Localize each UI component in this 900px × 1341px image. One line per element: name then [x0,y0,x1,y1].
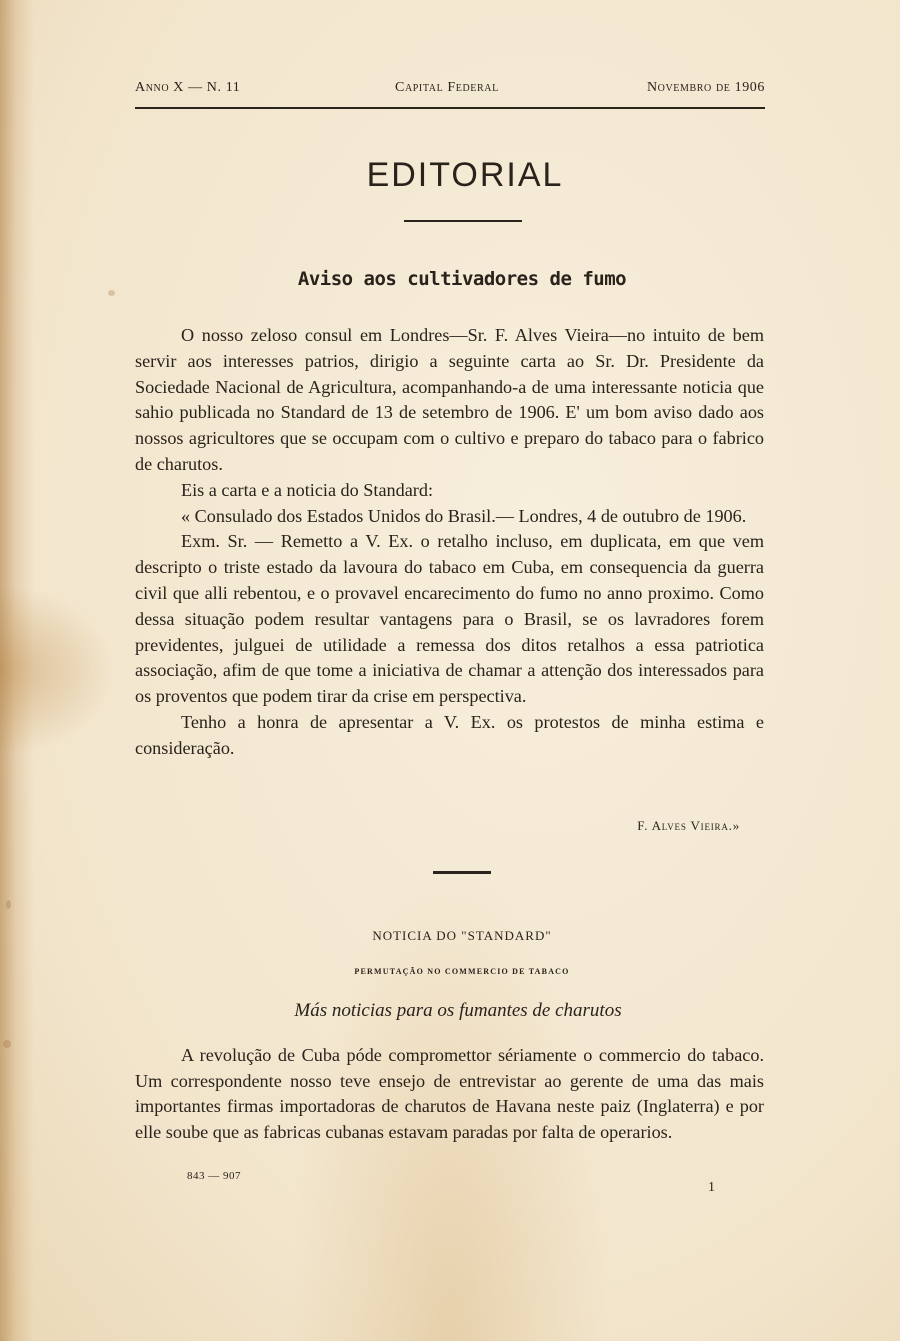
header-issue: Anno X — N. 11 [135,80,241,95]
section-italic-title: Más noticias para os fumantes de charutos [294,1000,622,1021]
page-edge-stain [0,0,34,1341]
folio-mark: 843 — 907 [187,1170,241,1182]
news-body [135,1043,764,1145]
page-title: EDITORIAL [366,156,564,194]
paragraph: Eis a carta e a noticia do Standard: [181,479,433,500]
paragraph: Tenho a honra de apresentar a V. Ex. os protestos de minha estima e consideração. [135,711,764,758]
ink-spot [6,900,11,909]
running-header [135,80,765,102]
article-subtitle: Aviso aos cultivadores de fumo [297,268,627,290]
header-date: Novembro de 1906 [646,80,765,95]
section-subheading: PERMUTAÇÃO NO COMMERCIO DE TABACO [354,967,570,976]
page-number: 1 [708,1180,715,1195]
header-city: Capital Federal [395,80,499,95]
letter-signature: F. Alves Vieira.» [637,818,740,833]
section-rule [433,871,491,874]
section-heading: NOTICIA DO "STANDARD" [372,928,552,943]
paragraph: O nosso zeloso consul em Londres—Sr. F. Alves Vieira—no intuito de bem servir aos interesses patrios, dirigio a seguinte carta ao Sr. Dr. Presidente da Sociedade Nacional de Agricultura, acompanhando-a de uma interessante noticia que sahio publicada no Standard de 13 de setembro de 1906. E' um bom aviso dado aos nossos agricultores que se occupam com o cultivo e preparo do tabaco para o fabrico de charutos. [135,325,764,474]
ink-spot [3,1040,11,1048]
paragraph: « Consulado dos Estados Unidos do Brasil.— Londres, 4 de outubro de 1906. [181,505,747,526]
title-rule [404,220,522,222]
article-body [135,323,764,762]
paragraph: Exm. Sr. — Remetto a V. Ex. o retalho incluso, em duplicata, em que vem descripto o triste estado da lavoura do tabaco em Cuba, em consequencia da guerra civil que alli rebentou, e o provavel encarecimento do fumo no anno proximo. Como dessa situação podem resultar vantagens para o Brasil, se os lavradores forem previdentes, julguei de utilidade a remessa dos ditos retalhos a essa patriotica associação, afim de que tome a iniciativa de chamar a attenção dos interessados para os proventos que podem tirar da crise em perspectiva. [135,531,764,707]
paragraph: A revolução de Cuba póde compromettor sériamente o commercio do tabaco. Um correspondente nosso teve ensejo de entrevistar ao gerente de uma das mais importantes firmas importadoras de charutos de Havana neste paiz (Inglaterra) e por elle soube que as fabricas cubanas estavam paradas por falta de operarios. [135,1045,764,1142]
ink-spot [108,290,115,296]
header-rule [135,107,765,109]
